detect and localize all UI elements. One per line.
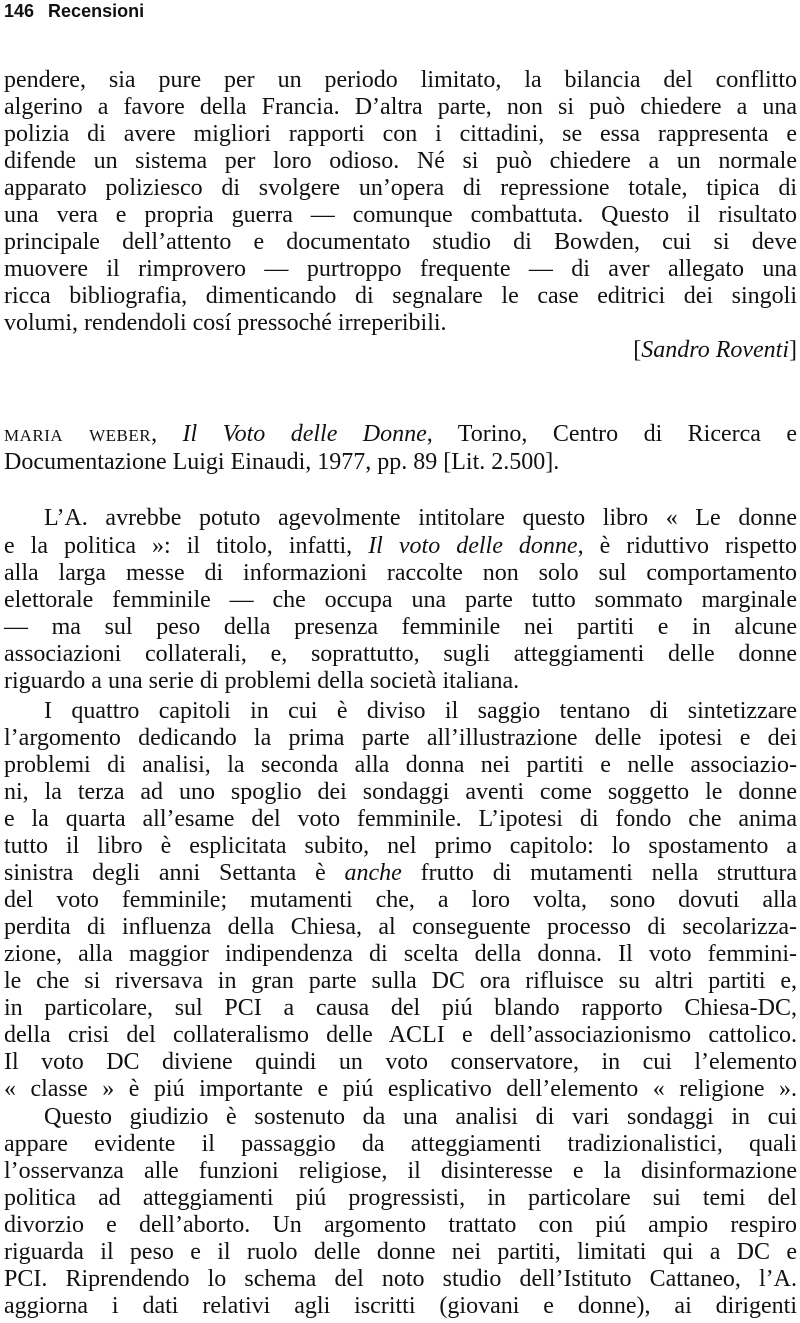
text-line: l’argomento dedicando la prima parte all’illustrazione delle ipotesi e dei bbox=[4, 725, 797, 751]
page-number: 146 bbox=[4, 1, 35, 21]
text-line: le che si riversava in gran parte sulla DC ora rifluisce su altri partiti e, bbox=[4, 968, 797, 994]
text-line: tutto il libro è esplicitata subito, nel primo capitolo: lo spostamento a bbox=[4, 833, 797, 859]
text-line: associazioni collaterali, e, soprattutto, sugli atteggiamenti delle donne bbox=[4, 641, 797, 667]
inline-title: Il voto delle donne bbox=[368, 533, 578, 559]
text-line: difende un sistema per loro odioso. Né si può chiedere a un normale bbox=[4, 148, 797, 174]
emphasis: anche bbox=[344, 860, 402, 886]
reviewer-signature: [Sandro Roventi] bbox=[633, 337, 797, 363]
text-line: zione, alla maggior indipendenza di scelta della donna. Il voto femmini- bbox=[4, 941, 797, 967]
section-title: Recensioni bbox=[48, 1, 145, 21]
text-line: aggiorna i dati relativi agli iscritti (giovani e donne), ai dirigenti bbox=[4, 1293, 797, 1319]
citation-line-1: maria weber, Il Voto delle Donne, Torino, Centro di Ricerca e bbox=[4, 421, 798, 447]
text-line: polizia di avere migliori rapporti con i cittadini, se essa rappresenta e bbox=[4, 121, 797, 147]
text-line: riguardo a una serie di problemi della società italiana. bbox=[4, 668, 520, 694]
text-line: della crisi del collateralismo delle ACLI e dell’associazionismo cattolico. bbox=[4, 1022, 797, 1048]
text-line: volumi, rendendoli cosí pressoché irreperibili. bbox=[4, 310, 447, 336]
citation-line-2: Documentazione Luigi Einaudi, 1977, pp. 89 [Lit. 2.500]. bbox=[4, 449, 560, 475]
text-line bbox=[4, 859, 797, 887]
text-line: muovere il rimprovero — purtroppo frequente — di aver allegato una bbox=[4, 256, 797, 282]
text-line: del voto femminile; mutamenti che, a loro volta, sono dovuti alla bbox=[4, 887, 797, 913]
text-line: ricca bibliografia, dimenticando di segnalare le case editrici dei singoli bbox=[4, 283, 797, 309]
text-line: alla larga messe di informazioni raccolte non solo sul comportamento bbox=[4, 560, 797, 586]
text-line bbox=[4, 532, 797, 560]
text-line: Questo giudizio è sostenuto da una analisi di vari sondaggi in cui bbox=[44, 1104, 797, 1130]
text-line: e la quarta all’esame del voto femminile. L’ipotesi di fondo che anima bbox=[4, 806, 797, 832]
book-author: maria weber bbox=[4, 421, 152, 447]
text-line: principale dell’attento e documentato studio di Bowden, cui si deve bbox=[4, 229, 797, 255]
text-line: « classe » è piú importante e piú esplicativo dell’elemento « religione ». bbox=[4, 1076, 797, 1102]
text-line: appare evidente il passaggio da atteggiamenti tradizionalistici, quali bbox=[4, 1131, 797, 1157]
citation-rest: , Torino, Centro di Ricerca e bbox=[426, 421, 798, 447]
text-span: frutto di mutamenti nella struttura bbox=[401, 860, 797, 886]
text-line: divorzio e dell’aborto. Un argomento trattato con piú ampio respiro bbox=[4, 1212, 797, 1238]
text-line: in particolare, sul PCI a causa del piú blando rapporto Chiesa-DC, bbox=[4, 995, 797, 1021]
text-line: L’A. avrebbe potuto agevolmente intitolare questo libro « Le donne bbox=[44, 505, 797, 531]
text-line: Il voto DC diviene quindi un voto conservatore, in cui l’elemento bbox=[4, 1049, 797, 1075]
reviewer-name: Sandro Roventi bbox=[641, 337, 789, 363]
text-line: PCI. Riprendendo lo schema del noto studio dell’Istituto Cattaneo, l’A. bbox=[4, 1266, 797, 1292]
text-span: sinistra degli anni Settanta è bbox=[4, 860, 345, 886]
text-line: elettorale femminile — che occupa una parte tutto sommato marginale bbox=[4, 587, 797, 613]
text-line: apparato poliziesco di svolgere un’opera di repressione totale, tipica di bbox=[4, 175, 797, 201]
text-line: ni, la terza ad uno spoglio dei sondaggi aventi come soggetto le donne bbox=[4, 779, 797, 805]
running-header bbox=[4, 0, 144, 22]
text-line: una vera e propria guerra — comunque combattuta. Questo il risultato bbox=[4, 202, 797, 228]
text-line: perdita di influenza della Chiesa, al conseguente processo di secolarizza- bbox=[4, 914, 797, 940]
text-line: l’osservanza alle funzioni religiose, il disinteresse e la disinformazione bbox=[4, 1158, 797, 1184]
text-line: algerino a favore della Francia. D’altra parte, non si può chiedere a una bbox=[4, 94, 797, 120]
text-line: riguarda il peso e il ruolo delle donne nei partiti, limitati qui a DC e bbox=[4, 1239, 797, 1265]
book-title: Il Voto delle Donne bbox=[182, 421, 427, 447]
text-line: pendere, sia pure per un periodo limitato, la bilancia del conflitto bbox=[4, 67, 797, 93]
text-span: , è riduttivo rispetto bbox=[577, 533, 797, 559]
text-line: — ma sul peso della presenza femminile nei partiti e in alcune bbox=[4, 614, 797, 640]
text-span: e la politica »: il titolo, infatti, bbox=[4, 533, 369, 559]
text-line: problemi di analisi, la seconda alla donna nei partiti e nelle associazio- bbox=[4, 752, 797, 778]
text-line: I quattro capitoli in cui è diviso il saggio tentano di sintetizzare bbox=[44, 698, 797, 724]
text-line: politica ad atteggiamenti piú progressisti, in particolare sui temi del bbox=[4, 1185, 797, 1211]
